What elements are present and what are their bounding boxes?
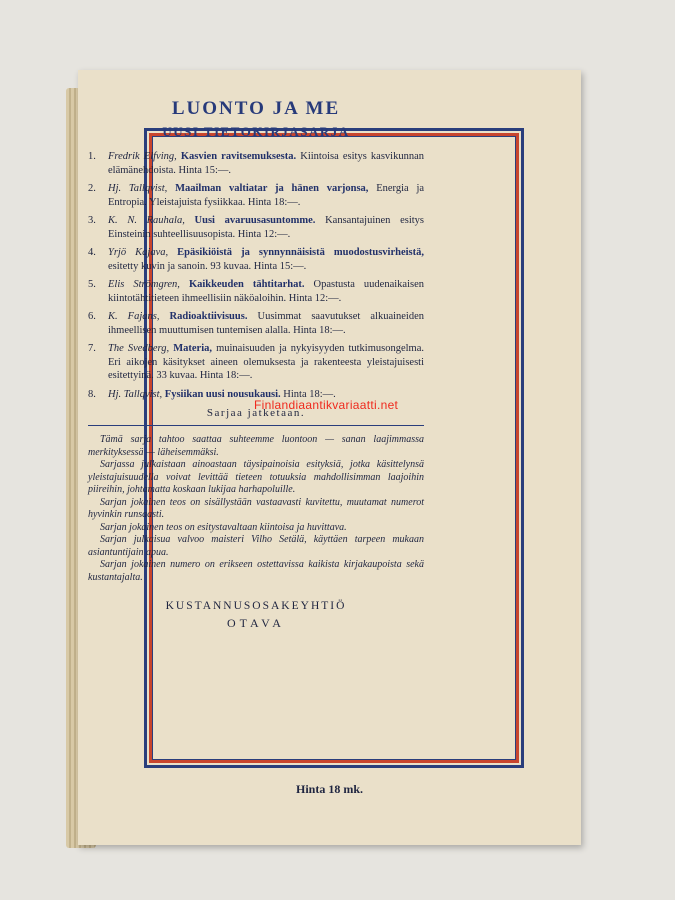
list-item [88,214,424,241]
list-item [88,182,424,209]
book-number: 4. [88,247,96,258]
book-description: muinaisuuden ja nykyisyyden tutkimusongelma. Eri aikojen käsitykset aineen olemuksesta ja rakenteesta yleistajuisesti esitettyinä. 33 kuvaa. Hinta 18:—. [108,343,424,381]
book-title: Kaikkeuden tähtitarhat. [188,279,305,290]
book-description: esitetty kuvin ja sanoin. 93 kuvaa. Hinta 15:—. [108,260,307,272]
book-author: Hj. Tallqvist, [108,183,168,194]
series-content [88,98,424,631]
book-list [88,150,424,401]
series-title: LUONTO JA ME [171,98,341,119]
book-author: Fredrik Elfving, [108,151,177,162]
book-title: Materia, [173,343,212,354]
book-title: Maailman valtiatar ja hänen varjonsa, [175,183,369,194]
series-subtitle: UUSI TIETOKIRJASARJA [162,124,350,139]
book-number: 6. [88,311,96,322]
book-author: Elis Strömgren, [108,279,180,290]
description-paragraph: Sarjan jokainen teos on sisällystään vastaavasti kuvitettu, muutamat numerot hyvinkin runsaasti. [88,496,424,520]
book-description: Kiintoisa esitys kasvikunnan elämänehdoista. Hinta 15:—. [108,151,425,176]
book-author: K. N. Rauhala, [108,215,185,226]
book-author: K. Fajans, [108,311,160,322]
book-title: Epäsikiöistä ja synnynnäisistä muodostusvirheistä, [177,247,425,258]
book-description: Opastusta uudenaikaisen kiintotähtitieteen ihmeellisiin näköaloihin. Hinta 12:—. [108,279,424,304]
book-description: Energia ja Entropia. Yleistajuista fysiikkaa. Hinta 18:—. [108,183,425,208]
book-description: Kansantajuinen esitys Einsteinin suhteellisuusopista. Hinta 12:—. [108,215,425,240]
publisher-imprint: OTAVA [227,616,285,630]
list-item [88,278,424,305]
list-item [88,246,424,273]
book-number: 2. [88,183,96,194]
book-author: Hj. Tallqvist, [108,388,163,400]
list-item [88,310,424,337]
description-paragraph: Sarjassa julkaistaan ainoastaan täysipainoisia esityksiä, jotka käsittelynsä yleistajuisuudella voivat levittää tieteen totuuksia mahdollisimman laajoihin piireihin, johtamatta koskaan lukijaa harhapoluille. [88,459,424,495]
book-author: Yrjö Kajava, [108,247,169,258]
series-continues-note: Sarjaa jatketaan. [206,407,306,419]
book-description: Uusimmat saavutukset alkuaineiden ihmeellisen muuttumisen tuntemisen alalla. Hinta 18:—. [108,311,425,336]
book-title: Kasvien ravitsemuksesta. [180,151,297,162]
watermark: Finlandiaantikvariaatti.net [254,398,399,412]
description-paragraph: Sarjan jokainen numero on erikseen ostettavissa kaikista kirjakaupoista sekä kustantajalta. [88,559,424,583]
book-number: 5. [88,279,96,290]
description-paragraph: Tämä sarja tahtoo saattaa suhteemme luontoon — sanan laajimmassa merkityksessä — läheisemmäksi. [88,434,424,458]
book-number: 1. [88,151,96,162]
book-title: Fysiikan uusi nousukausi. [164,388,281,400]
book-number: 7. [88,343,96,354]
book-title: Uusi avaruusasuntomme. [194,215,316,226]
list-item [88,150,424,177]
publisher-name: KUSTANNUSOSAKEYHTIÖ [165,600,347,612]
series-description [88,434,424,584]
book-author: The Svedberg, [108,343,170,354]
list-item [88,342,424,383]
price-label: Hinta 18 mk. [295,782,363,796]
divider [88,425,424,426]
description-paragraph: Sarjan julkaisua valvoo maisteri Vilho Setälä, käyttäen tarpeen mukaan asiantuntijain apua. [88,534,424,558]
book-description: Hinta 18:—. [283,388,336,400]
book-number: 3. [88,215,96,226]
book-title: Radioaktiivisuus. [169,311,248,322]
book-number: 8. [88,388,96,400]
description-paragraph: Sarjan jokainen teos on esitystavaltaan kiintoisa ja huvittava. [100,521,347,533]
